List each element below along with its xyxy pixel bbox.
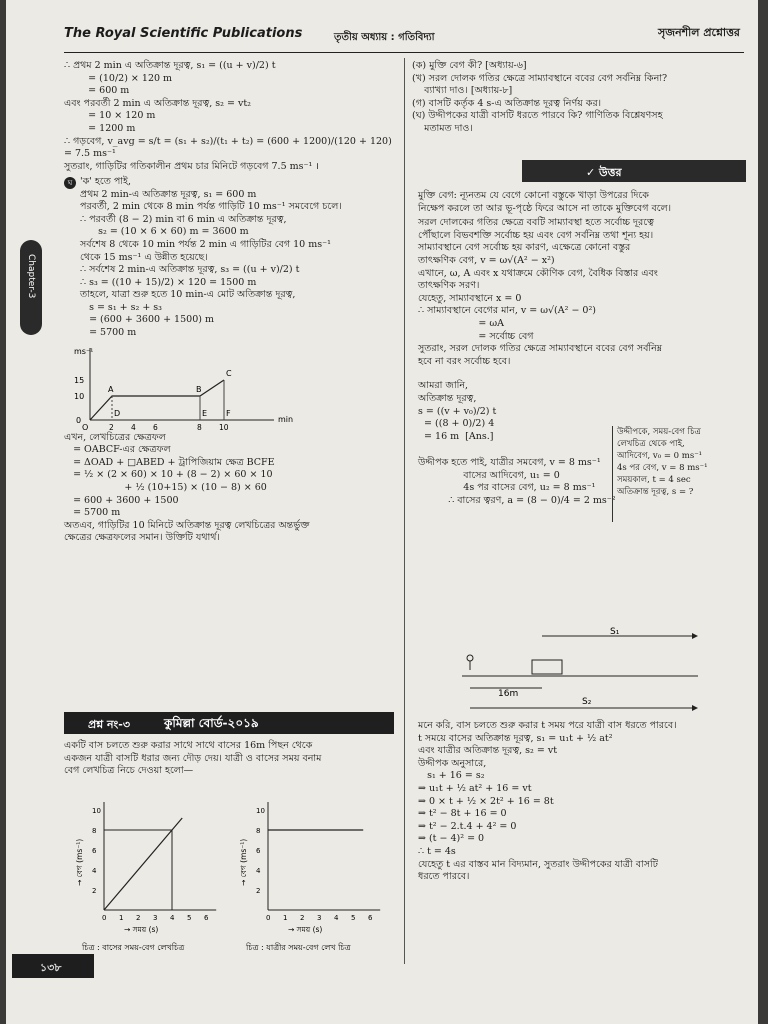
text-line: ∴ গড়বেগ, v_avg = s/t = (s₁ + s₂)/(t₁ + t₂) = (600 + 1200)/(120 + 120) = 7.5 ms⁻¹ (64, 135, 395, 160)
chart-y-tick: 6 (92, 847, 97, 855)
s2-label: S₂ (582, 697, 592, 707)
graph-ytick-10: 10 (74, 391, 85, 401)
box-line: আদিবেগ, v₀ = 0 ms⁻¹ (617, 451, 703, 461)
text-line: মনে করি, বাস চলতে শুরু করার t সময় পরে যাত্রী বাস ধরতে পারবে। (418, 720, 677, 731)
text-line: = সর্বোচ্চ বেগ (418, 330, 534, 342)
chart-y-tick: 2 (256, 887, 261, 895)
passenger-figure (467, 655, 473, 661)
text-line: s₂ = (10 × 6 × 60) m = 3600 m (80, 226, 249, 238)
solution-d (64, 176, 396, 340)
point-b: B (196, 384, 202, 394)
graph-ytick-0: 0 (76, 415, 82, 425)
solution-g-continued (64, 60, 396, 173)
text-line: তাহলে, যাত্রা শুরু হতে 10 min-এ মোট অতিক্রান্ত দূরত্ব, (80, 289, 296, 301)
text-line: s = s₁ + s₂ + s₃ (80, 301, 162, 313)
text-line: s₁ + 16 = s₂ (418, 770, 485, 782)
text-line: হবে না বরং সর্বোচ্চ হবে। (418, 355, 511, 367)
text-line: পরবর্তী, 2 min থেকে 8 min পর্যন্ত গাড়িটি 10 ms⁻¹ সমবেগে চলে। (80, 201, 342, 213)
point-o: O (82, 422, 89, 432)
chart-x-tick: 3 (317, 914, 322, 922)
text-line: ∴ প্রথম 2 min এ অতিক্রান্ত দূরত্ব, s₁ = ((u + v)/2) t (64, 60, 276, 71)
s2-arrowhead (692, 705, 698, 711)
text-line: যেহেতু t এর বাস্তব মান বিদ্যমান, সুতরাং উদ্দীপকের যাত্রী বাসটি (418, 858, 658, 870)
question-number: প্রশ্ন নং-৩ (88, 718, 130, 731)
text-line: সুতরাং, সরল দোলক গতির ক্ষেত্রে সাম্যাবস্থানে ববের বেগ সর্বনিম্ন (418, 343, 663, 355)
chart-x-tick: 6 (204, 914, 209, 922)
question-line: একজন যাত্রী বাসটি ধরার জন্য দৌড় দেয়। যাত্রী ও বাসের সময় বনাম (64, 752, 322, 764)
graph-xlabel: min (278, 414, 294, 424)
text-line: = (10/2) × 120 m (64, 72, 173, 84)
text-line: = (600 + 3600 + 1500) m (80, 314, 214, 326)
text-line: = ½ × (2 × 60) × 10 + (8 − 2) × 60 × 10 (64, 469, 273, 481)
bus-velocity-chart (74, 796, 224, 956)
chart-y-tick: 10 (92, 807, 101, 815)
chart-x-tick: 5 (351, 914, 356, 922)
sub-question-line: মতামত দাও। (412, 122, 473, 134)
part-d-mark: ঘ (64, 177, 76, 189)
text-line: = 1200 m (64, 122, 136, 134)
chapter-side-label: Chapter-3 (26, 254, 36, 299)
box-line: লেখচিত্র থেকে পাই, (617, 439, 685, 449)
text-line: যেহেতু, সাম্যাবস্থানে x = 0 (418, 292, 522, 304)
sub-question-line: ব্যাখ্যা দাও। [অধ্যায়-৮] (412, 85, 513, 97)
publisher-name: The Royal Scientific Publications (64, 26, 303, 41)
answer-label: ✓ উত্তর (586, 166, 622, 179)
chart-y-tick: 8 (92, 827, 97, 835)
text-line: নিক্ষেপ করলে তা আর ভূ-পৃষ্ঠে ফিরে আসে না তাকে মুক্তিবেগ বলে। (418, 202, 672, 214)
chart-y-tick: 4 (92, 867, 97, 875)
chart-y-tick: 2 (92, 887, 97, 895)
brand-name: সৃজনশীল প্রশ্নোত্তর (657, 26, 740, 39)
chart-y-tick: 6 (256, 847, 261, 855)
text-line: প্রথম 2 min-এ অতিক্রান্ত দূরত্ব, s₁ = 600 m (80, 188, 257, 200)
text-line: ⇒ (t − 4)² = 0 (418, 833, 485, 845)
velocity-time-graph (64, 342, 304, 432)
graph-xtick-10: 10 (219, 422, 229, 432)
text-line: = ΔOAD + □ABED + ট্রাপিজিয়াম ক্ষেত্র BCFE (64, 456, 275, 468)
graph-xtick-2: 2 (109, 422, 114, 432)
text-line: = 10 × 120 m (64, 110, 156, 122)
point-d: D (114, 408, 121, 418)
text-line: এখানে, ω, A এবং x যথাক্রমে কৌণিক বেগ, বৈধিক বিস্তার এবং (418, 267, 658, 279)
text-line: ∴ সাম্যাবস্থানে বেগের মান, v = ω√(A² − 0²) (418, 305, 596, 317)
chart-x-tick: 4 (170, 914, 175, 922)
chart-y-tick: 4 (256, 867, 261, 875)
graph-xtick-8: 8 (197, 422, 202, 432)
box-line: 4s পর বেগ, v = 8 ms⁻¹ (617, 463, 708, 473)
text-line: আমরা জানি, (418, 380, 469, 392)
question-text (64, 740, 396, 778)
sub-question-line: (খ) সরল দোলক গতির ক্ষেত্রে সাম্যাবস্থানে ববের বেগ সর্বনিম্ন কিনা? (412, 72, 668, 84)
text-line: মুক্তি বেগ: ন্যূনতম যে বেগে কোনো বস্তুকে খাড়া উপরের দিকে (418, 190, 649, 201)
text-line: এখন, লেখচিত্রের ক্ষেত্রফল (64, 431, 166, 443)
point-a: A (108, 384, 114, 394)
point-e: E (202, 408, 208, 418)
text-line: ধরতে পারবে। (418, 871, 470, 883)
bus-chart-xlabel: → সময় (s) (124, 925, 159, 934)
text-line: ⇒ t² − 8t + 16 = 0 (418, 808, 507, 820)
chart-x-tick: 0 (102, 914, 107, 922)
question-stem (64, 740, 396, 778)
page-header (64, 26, 744, 52)
text-line: = 600 + 3600 + 1500 (64, 494, 179, 506)
chart-x-tick: 5 (187, 914, 192, 922)
text-line: ⇒ t² − 2.t.4 + 4² = 0 (418, 820, 517, 832)
answer-kh (418, 217, 748, 368)
chart-y-tick: 10 (256, 807, 265, 815)
chart-x-tick: 3 (153, 914, 158, 922)
answer-banner (522, 160, 746, 182)
question-board: কুমিল্লা বোর্ড-২০১৯ (164, 716, 259, 730)
text-line: ∴ বাসের ত্বরণ, a = (8 − 0)/4 = 2 ms⁻² (418, 495, 616, 507)
text-line: সরল দোলকের গতির ক্ষেত্রে ববটি সাম্যাবস্থা হতে সর্বোচ্চ দূরত্বে (418, 217, 654, 229)
gap-label: 16m (498, 689, 519, 699)
bus-icon (532, 660, 562, 674)
graph-ylabel: ms⁻¹ (74, 346, 94, 356)
book-page (6, 0, 758, 1024)
bus-chart-ylabel: → বেগ (ms⁻¹) (75, 838, 84, 886)
left-column (64, 60, 396, 545)
text-line: = 5700 m (64, 507, 121, 519)
page-number: ১৩৮ (40, 961, 62, 974)
text-line: তাৎক্ষণিক সরণ। (418, 280, 480, 292)
passenger-chart-ylabel: → বেগ (ms⁻¹) (239, 838, 248, 886)
point-f: F (226, 408, 231, 418)
bus-chart-caption: চিত্র : বাসের সময়-বেগ লেখচিত্র (82, 943, 185, 952)
text-line: = 600 m (64, 85, 130, 97)
text-line: থেকে 15 ms⁻¹ এ উন্নীত হয়েছে। (80, 251, 208, 263)
chart-x-tick: 6 (368, 914, 373, 922)
text-line: = ωA (418, 317, 504, 329)
chart-x-tick: 1 (119, 914, 124, 922)
header-rule (64, 52, 744, 53)
sub-question-line: (গ) বাসটি কর্তৃক 4 s-এ অতিক্রান্ত দূরত্ব নির্ণয় কর। (412, 97, 602, 109)
passenger-chart-group (256, 802, 380, 922)
text-line: ⇒ 0 × t + ½ × 2t² + 16 = 8t (418, 795, 554, 807)
chart-x-tick: 2 (136, 914, 141, 922)
question-line: বেগ লেখচিত্র নিচে দেওয়া হলো— (64, 765, 194, 777)
sub-questions (412, 60, 748, 136)
text-line: অতএব, গাড়িটির 10 মিনিটে অতিক্রান্ত দূরত্ব লেখচিত্রের অন্তর্ভুক্ত (64, 519, 310, 531)
solution-lines (418, 720, 748, 884)
chart-x-tick: 4 (334, 914, 339, 922)
bus-velocity-line (104, 818, 182, 910)
text-line: সাম্যাবস্থানে বেগ সর্বোচ্চ হয় কারণ, এক্ষেত্রে কোনো বস্তুর (418, 242, 631, 254)
text-line: সুতরাং, গাড়িটির গতিকালীন প্রথম চার মিনিটে গড়বেগ 7.5 ms⁻¹ । (64, 160, 319, 172)
chart-x-tick: 1 (283, 914, 288, 922)
text-line: t সময়ে বাসের অতিক্রান্ত দূরত্ব, s₁ = u₁t + ½ at² (418, 732, 613, 744)
chapter-side-tab (20, 240, 42, 335)
area-calculation (64, 432, 396, 545)
right-column (412, 60, 748, 136)
page-number-tab (12, 954, 94, 978)
passenger-velocity-chart (238, 796, 388, 956)
sub-question-line: (ঘ) উদ্দীপকের যাত্রী বাসটি ধরতে পারবে কি? গাণিতিক বিশ্লেষণসহ (412, 110, 663, 122)
text-line: ক্ষেত্রের ক্ষেত্রফলের সমান। উক্তিটি যথার্থ। (64, 532, 220, 544)
s1-arrowhead (692, 633, 698, 639)
chapter-title: তৃতীয় অধ্যায় : গতিবিদ্যা (334, 32, 435, 43)
graph-xtick-6: 6 (153, 422, 158, 432)
passenger-chart-xlabel: → সময় (s) (288, 925, 323, 934)
question-line: একটি বাস চলতে শুরু করার সাথে সাথে বাসের 16m পিছন থেকে (64, 740, 313, 751)
text-line: ∴ সর্বশেষ 2 min-এ অতিক্রান্ত দূরত্ব, s₃ = ((u + v)/2) t (80, 264, 300, 276)
text-line: = OABCF-এর ক্ষেত্রফল (64, 444, 171, 456)
text-line: এবং যাত্রীর অতিক্রান্ত দূরত্ব, s₂ = vt (418, 745, 558, 757)
box-line: সময়কাল, t = 4 sec (617, 475, 691, 485)
box-line: অতিক্রান্ত দূরত্ব, s = ? (617, 487, 694, 497)
passenger-chart-caption: চিত্র : যাত্রীর সময়-বেগ লেখ চিত্র (246, 943, 351, 952)
answer-k (418, 190, 748, 215)
final-solution (418, 720, 748, 884)
text-line: উদ্দীপক হতে পাই, যাত্রীর সমবেগ, v = 8 ms⁻¹ (418, 457, 601, 469)
text-line: ∴ পরবর্তী (8 − 2) min বা 6 min এ অতিক্রান্ত দূরত্ব, (80, 213, 287, 225)
text-line: = ((8 + 0)/2) 4 (418, 418, 495, 430)
text-line: তাৎক্ষণিক বেগ, v = ω√(A² − x²) (418, 254, 555, 266)
chart-y-tick: 8 (256, 827, 261, 835)
text-line: = 16 m [Ans.] (418, 430, 494, 442)
text-line: সর্বশেষ 8 থেকে 10 min পর্যন্ত 2 min এ গাড়িটির বেগ 10 ms⁻¹ (80, 238, 331, 250)
bus-passenger-diagram (462, 624, 748, 716)
sub-question-line: (ক) মুক্তি বেগ কী? [অধ্যায়-৬] (412, 60, 527, 71)
text-line: 4s পর বাসের বেগ, u₂ = 8 ms⁻¹ (418, 482, 596, 494)
box-line: উদ্দীপকে, সময়-বেগ চিত্র (617, 427, 701, 437)
s1-label: S₁ (610, 627, 620, 637)
text-line: ⇒ u₁t + ½ at² + 16 = vt (418, 782, 532, 794)
text-line: = 5700 m (80, 327, 137, 339)
question-banner (64, 712, 394, 734)
chart-x-tick: 2 (300, 914, 305, 922)
text-line: s = ((v + v₀)/2) t (418, 405, 497, 417)
text-line: ∴ t = 4s (418, 845, 456, 857)
given-data-box (612, 426, 753, 522)
bus-chart-group (92, 802, 216, 922)
text-line: বাসের আদিবেগ, u₁ = 0 (418, 469, 560, 481)
text-line: উদ্দীপক অনুসারে, (418, 757, 487, 769)
column-divider (404, 58, 405, 964)
text-line: অতিক্রান্ত দূরত্ব, (418, 392, 477, 404)
text-line: + ½ (10+15) × (10 − 8) × 60 (64, 482, 267, 494)
text-line: পৌঁছালে বিভবশক্তি সর্বোচ্চ হয় এবং বেগ সর্বনিম্ন তথা শূন্য হয়। (418, 229, 654, 241)
point-c: C (226, 368, 232, 378)
text-line: ∴ s₃ = ((10 + 15)/2) × 120 = 1500 m (80, 276, 257, 288)
text-line: এবং পরবর্তী 2 min এ অতিক্রান্ত দূরত্ব, s₂ = vt₂ (64, 97, 251, 109)
graph-ytick-15: 15 (74, 375, 85, 385)
chart-x-tick: 0 (266, 914, 271, 922)
graph-xtick-4: 4 (131, 422, 136, 432)
text-line: 'ক' হতে পাই, (80, 175, 132, 187)
